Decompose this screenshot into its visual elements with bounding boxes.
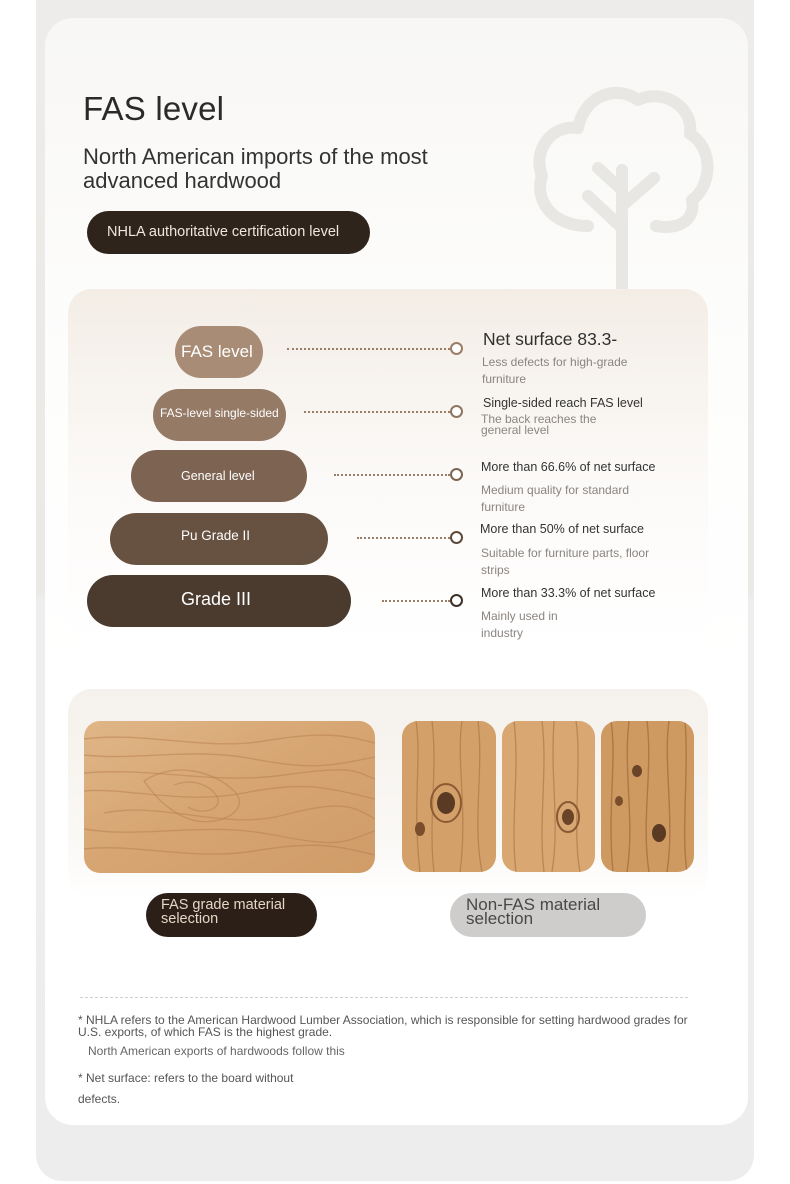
dotted-connector <box>304 411 450 413</box>
nonfas-material-label: Non-FAS material selection <box>450 893 646 937</box>
grade-detail: Mainly used in industry <box>481 609 558 640</box>
ring-marker-icon <box>450 405 463 418</box>
tier-pu-grade-ii: Pu Grade II <box>110 513 328 565</box>
tree-icon <box>528 78 716 293</box>
ring-marker-icon <box>450 468 463 481</box>
grade-detail: The back reaches the general level <box>481 412 597 437</box>
grade-headline: Single-sided reach FAS level <box>483 396 643 410</box>
fas-wood-board-image <box>84 721 375 873</box>
nonfas-wood-board-image <box>601 721 694 872</box>
dotted-connector <box>334 474 450 476</box>
tier-fas-single-sided: FAS-level single-sided <box>153 389 286 441</box>
grade-headline: More than 33.3% of net surface <box>481 586 656 600</box>
page-subtitle: North American imports of the most advanced hardwood <box>83 144 428 193</box>
net-surface-footnote: * Net surface: refers to the board without <box>78 1071 294 1085</box>
ring-marker-icon <box>450 594 463 607</box>
net-surface-footnote-cont: defects. <box>78 1092 121 1106</box>
ring-marker-icon <box>450 531 463 544</box>
grade-headline: More than 66.6% of net surface <box>481 460 656 474</box>
grade-headline: More than 50% of net surface <box>480 522 644 536</box>
notes-divider <box>80 997 688 998</box>
grade-detail: Suitable for furniture parts, floor strips <box>481 546 650 577</box>
dotted-connector <box>357 537 450 539</box>
nonfas-wood-board-image <box>502 721 595 872</box>
certification-badge: NHLA authoritative certification level <box>87 211 370 254</box>
ring-marker-icon <box>450 342 463 355</box>
nhla-footnote: * NHLA refers to the American Hardwood Lumber Association, which is responsible for setting hardwood grades for U.S. exports, of which FAS is the highest grade. <box>78 1013 688 1039</box>
grade-detail: Medium quality for standard furniture <box>481 483 630 514</box>
page-title: FAS level <box>83 90 225 127</box>
exports-footnote: North American exports of hardwoods follow this <box>88 1044 345 1058</box>
dotted-connector <box>287 348 450 350</box>
grade-detail: Less defects for high-grade furniture <box>482 355 628 386</box>
dotted-connector <box>382 600 450 602</box>
grade-headline: Net surface 83.3- <box>483 329 618 349</box>
fas-material-label: FAS grade material selection <box>146 893 317 937</box>
nonfas-wood-board-image <box>402 721 496 872</box>
tier-grade-iii: Grade III <box>87 575 351 627</box>
tier-general-level: General level <box>131 450 307 502</box>
tier-fas-level: FAS level <box>175 326 263 378</box>
